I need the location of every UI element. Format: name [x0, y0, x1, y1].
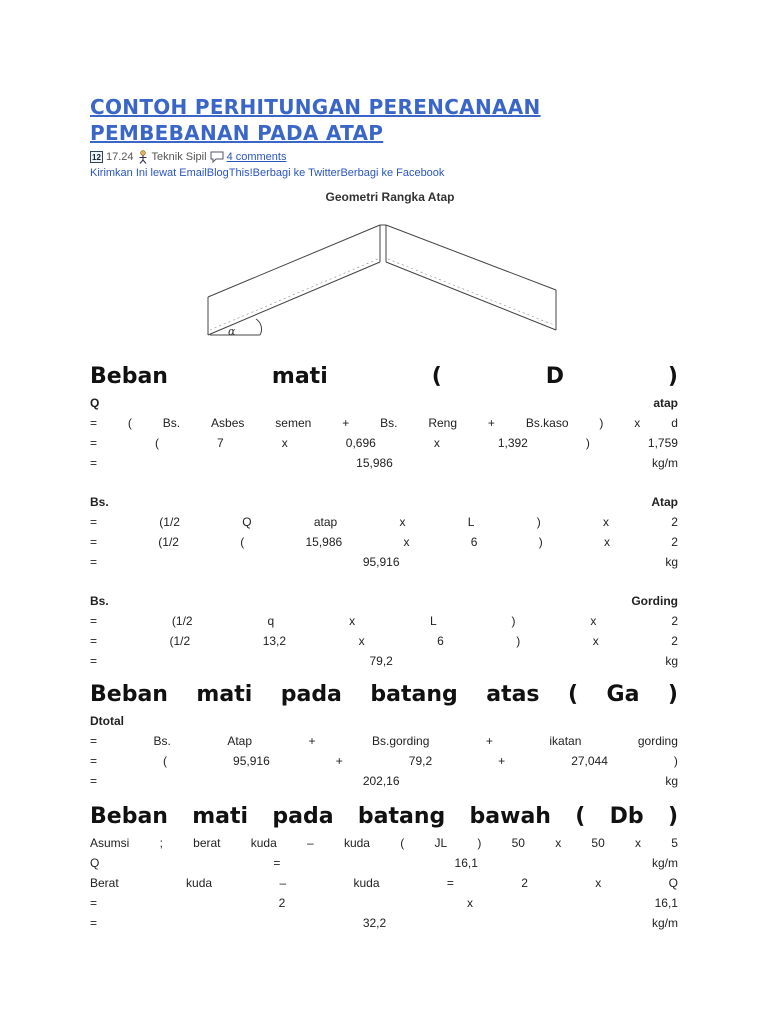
calc-cell: JL: [434, 836, 448, 850]
comment-icon: [210, 151, 224, 163]
calc-row: [90, 552, 678, 572]
calc-cell: x: [349, 614, 356, 628]
calc-cell: 2: [278, 896, 286, 910]
calc-cell: =: [90, 456, 98, 470]
share-blogthis-link[interactable]: BlogThis!: [206, 167, 253, 179]
calc-cell: =: [90, 734, 98, 748]
heading-word: batang: [370, 682, 458, 707]
calc-cell: x: [595, 876, 602, 890]
calc-cell: Dtotal: [90, 714, 124, 728]
calc-row: [90, 532, 678, 552]
calc-cell: 27,044: [571, 754, 608, 768]
calc-cell: 2: [671, 634, 678, 648]
calc-cell: kuda: [343, 836, 370, 850]
calc-row: [90, 393, 678, 413]
calc-cell: =: [90, 774, 98, 788]
calc-cell: 16,1: [654, 896, 678, 910]
calc-row: [90, 512, 678, 532]
calc-cell: atap: [313, 515, 338, 529]
calc-cell: ): [477, 836, 482, 850]
calc-cell: (: [400, 836, 405, 850]
calc-cell: Bs.: [153, 734, 171, 748]
calc-cell: +: [498, 754, 506, 768]
comments-link[interactable]: 4 comments: [226, 151, 287, 163]
calc-cell: Q: [90, 396, 100, 410]
calc-cell: 50: [591, 836, 605, 850]
calc-cell: 6: [470, 535, 478, 549]
calc-row: [90, 873, 678, 893]
calc-cell: (1/2: [171, 614, 193, 628]
calc-cell: =: [90, 754, 98, 768]
author-icon: [137, 150, 149, 164]
spacer-row: [90, 473, 678, 492]
calc-cell: =: [90, 416, 98, 430]
calc-cell: –: [279, 876, 287, 890]
post-title[interactable]: CONTOH PERHITUNGAN PERENCANAAN PEMBEBANAN PADA ATAP: [90, 95, 541, 145]
heading-word: ): [667, 682, 678, 707]
calc-cell: 0,696: [345, 436, 376, 450]
calc-cell: kg/m: [651, 856, 678, 870]
calc-cell: 15,986: [356, 456, 393, 470]
calc-cell: Asumsi: [90, 836, 130, 850]
heading-word: pada: [280, 682, 342, 707]
calc-row: [90, 591, 678, 611]
calc-cell: ): [585, 436, 590, 450]
heading-word: batang: [357, 804, 446, 829]
calc-cell: 1,392: [497, 436, 528, 450]
calc-row: [90, 433, 678, 453]
calc-cell: x: [590, 614, 597, 628]
calc-cell: berat: [193, 836, 221, 850]
calendar-icon: [90, 151, 103, 163]
calc-cell: =: [90, 916, 98, 930]
calc-cell: 2: [671, 515, 678, 529]
spacer-row: [90, 572, 678, 591]
calc-cell: (1/2: [159, 515, 180, 529]
heading-word: D: [545, 364, 564, 389]
calc-cell: kg/m: [651, 456, 678, 470]
calc-cell: q: [267, 614, 275, 628]
calc-cell: ): [536, 515, 541, 529]
calc-cell: x: [403, 535, 410, 549]
calc-cell: semen: [275, 416, 312, 430]
calc-cell: =: [90, 515, 98, 529]
calc-cell: ): [511, 614, 516, 628]
calc-cell: +: [342, 416, 350, 430]
calc-cell: +: [487, 416, 495, 430]
calc-cell: x: [592, 634, 599, 648]
calc-cell: Gording: [631, 594, 678, 608]
calc-cell: 2: [671, 614, 678, 628]
calc-cell: =: [273, 856, 281, 870]
calc-cell: =: [90, 654, 98, 668]
calc-row: [90, 893, 678, 913]
calc-row: [90, 453, 678, 473]
calc-row: [90, 853, 678, 873]
calc-cell: 95,916: [362, 555, 400, 569]
heading-word: mati: [271, 364, 328, 389]
calc-cell: Asbes: [211, 416, 245, 430]
calc-cell: =: [446, 876, 454, 890]
calc-section: [90, 804, 678, 933]
calc-row: [90, 651, 678, 671]
calc-cell: 202,16: [362, 774, 400, 788]
calc-cell: (: [240, 535, 245, 549]
roof-truss-drawing: [200, 185, 580, 345]
calc-cell: 13,2: [262, 634, 287, 648]
calc-cell: x: [555, 836, 562, 850]
calc-cell: 2: [671, 535, 678, 549]
calc-cell: d: [671, 416, 678, 430]
calc-cell: L: [429, 614, 437, 628]
calc-cell: 6: [437, 634, 444, 648]
section-heading: [90, 804, 678, 830]
calc-cell: (: [155, 436, 160, 450]
calc-cell: =: [90, 614, 98, 628]
calc-cell: (1/2: [169, 634, 191, 648]
calc-cell: ;: [159, 836, 163, 850]
calc-cell: Bs.: [162, 416, 181, 430]
calc-row: [90, 611, 678, 631]
heading-word: (: [431, 364, 442, 389]
calc-cell: Reng: [428, 416, 458, 430]
section-heading: [90, 682, 678, 708]
calc-cell: ): [599, 416, 604, 430]
heading-word: mati: [192, 804, 249, 829]
calc-cell: x: [634, 416, 641, 430]
calc-cell: 2: [521, 876, 528, 890]
calc-cell: gording: [637, 734, 678, 748]
section-heading: [90, 364, 678, 390]
calc-section: [90, 364, 678, 671]
heading-word: pada: [272, 804, 334, 829]
calc-cell: x: [399, 515, 406, 529]
heading-word: ): [667, 804, 678, 829]
share-email-link[interactable]: Kirimkan Ini lewat Email: [90, 167, 207, 179]
heading-word: (: [568, 682, 579, 707]
share-facebook-link[interactable]: Berbagi ke Facebook: [340, 167, 445, 179]
calc-cell: atap: [653, 396, 678, 410]
calc-cell: kg: [665, 555, 678, 569]
heading-word: Beban: [90, 364, 168, 389]
post-author: Teknik Sipil: [151, 151, 207, 163]
calc-section: [90, 682, 678, 791]
calc-cell: 50: [511, 836, 525, 850]
heading-word: mati: [196, 682, 253, 707]
calc-cell: ikatan: [549, 734, 582, 748]
calc-row: [90, 631, 678, 651]
calc-row: [90, 413, 678, 433]
calc-cell: x: [602, 515, 609, 529]
share-twitter-link[interactable]: Berbagi ke Twitter: [252, 167, 341, 179]
calc-cell: Bs.: [380, 416, 398, 430]
calc-row: [90, 751, 678, 771]
calc-cell: x: [466, 896, 473, 910]
calc-cell: 95,916: [233, 754, 270, 768]
calc-row: [90, 833, 678, 853]
calc-cell: 5: [671, 836, 678, 850]
calc-cell: x: [281, 436, 288, 450]
calc-cell: 16,1: [454, 856, 478, 870]
calc-cell: =: [90, 436, 98, 450]
calc-cell: –: [307, 836, 314, 850]
heading-word: Db: [609, 804, 644, 829]
calc-cell: kuda: [186, 876, 213, 890]
calc-row: [90, 731, 678, 751]
calc-cell: Q: [90, 856, 100, 870]
calc-cell: x: [635, 836, 642, 850]
calc-cell: (: [163, 754, 168, 768]
calc-cell: +: [308, 734, 316, 748]
calc-row: [90, 492, 678, 512]
heading-word: atas: [486, 682, 540, 707]
calc-row: [90, 913, 678, 933]
heading-word: (: [575, 804, 586, 829]
calc-cell: 32,2: [362, 916, 387, 930]
roof-truss-figure: [200, 185, 580, 345]
calc-cell: Bs.: [90, 495, 109, 509]
calc-cell: Bs.: [90, 594, 109, 608]
calc-cell: =: [90, 535, 98, 549]
calc-cell: L: [467, 515, 475, 529]
calc-cell: (1/2: [158, 535, 179, 549]
calc-cell: Q: [242, 515, 252, 529]
figure-title: Geometri Rangka Atap: [325, 190, 455, 204]
calc-cell: =: [90, 634, 98, 648]
calc-cell: ): [538, 535, 543, 549]
calc-cell: Atap: [651, 495, 678, 509]
calc-cell: 1,759: [647, 436, 678, 450]
calc-cell: Atap: [227, 734, 253, 748]
calc-cell: kg: [665, 654, 678, 668]
calc-cell: x: [433, 436, 440, 450]
calc-cell: 79,2: [408, 754, 433, 768]
calc-cell: ): [516, 634, 521, 648]
calc-cell: +: [335, 754, 343, 768]
calc-cell: (: [127, 416, 132, 430]
post-time: 17.24: [106, 151, 134, 163]
calc-cell: Berat: [90, 876, 119, 890]
share-links: [90, 167, 444, 179]
calc-cell: 79,2: [369, 654, 393, 668]
calc-cell: kuda: [353, 876, 380, 890]
heading-word: Beban: [90, 804, 168, 829]
calc-cell: Q: [668, 876, 678, 890]
calc-cell: ): [673, 754, 678, 768]
calc-cell: kuda: [250, 836, 277, 850]
calc-cell: kg: [665, 774, 678, 788]
calc-cell: =: [90, 555, 98, 569]
heading-word: Beban: [90, 682, 168, 707]
angle-label: α: [228, 325, 236, 338]
calc-cell: kg/m: [651, 916, 678, 930]
calc-cell: +: [485, 734, 493, 748]
calc-cell: 15,986: [305, 535, 343, 549]
calc-cell: Bs.kaso: [525, 416, 569, 430]
post-meta: [90, 150, 286, 164]
calc-row: [90, 771, 678, 791]
heading-word: Ga: [606, 682, 640, 707]
calc-cell: x: [603, 535, 610, 549]
calc-cell: x: [358, 634, 365, 648]
calc-row: [90, 711, 678, 731]
heading-word: ): [667, 364, 678, 389]
calc-cell: =: [90, 896, 98, 910]
calc-cell: Bs.gording: [372, 734, 430, 748]
calc-cell: 7: [217, 436, 224, 450]
heading-word: bawah: [469, 804, 551, 829]
